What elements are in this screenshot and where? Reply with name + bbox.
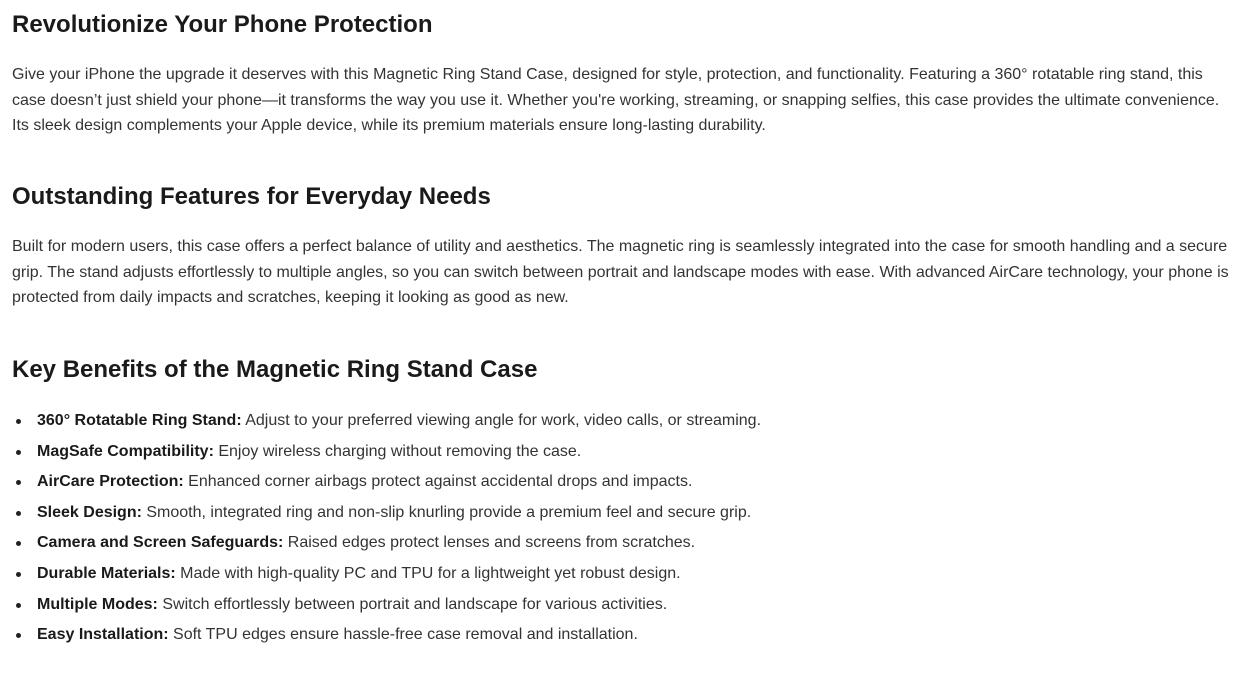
benefit-text: Adjust to your preferred viewing angle for work, video calls, or streaming.: [241, 412, 762, 429]
benefit-text: Enjoy wireless charging without removing the case.: [213, 442, 582, 460]
benefit-label: Sleek Design:: [37, 503, 142, 521]
benefit-text: Smooth, integrated ring and non-slip knurling provide a premium feel and secure grip.: [141, 503, 752, 521]
list-item: [12, 498, 761, 529]
bullet-icon: [16, 572, 21, 577]
benefit-text: Raised edges protect lenses and screens from scratches.: [283, 534, 696, 552]
list-item: [12, 528, 761, 559]
list-item: [12, 406, 761, 437]
list-item: [12, 437, 761, 468]
bullet-icon: [16, 603, 21, 608]
benefit-text: Made with high-quality PC and TPU for a lightweight yet robust design.: [175, 564, 681, 582]
list-item: [12, 559, 761, 590]
bullet-icon: [16, 511, 21, 516]
section-heading-protection: Revolutionize Your Phone Protection: [12, 11, 433, 38]
benefit-label: Camera and Screen Safeguards:: [37, 534, 284, 552]
benefit-label: 360° Rotatable Ring Stand:: [37, 412, 242, 429]
section-paragraph-features: Built for modern users, this case offers a perfect balance of utility and aesthetics. The magnetic ring is seamlessly integrated into the case for smooth handling and a secure grip. The stand adjusts effortlessly to multiple angles, so you can switch between portrait and landscape modes with ease. With advanced AirCare technology, your phone is protected from daily impacts and scratches, keeping it looking as good as new.: [12, 238, 1229, 306]
section-heading-features: Outstanding Features for Everyday Needs: [12, 183, 491, 210]
bullet-icon: [16, 541, 21, 546]
bullet-icon: [16, 450, 21, 455]
benefit-text: Switch effortlessly between portrait and landscape for various activities.: [157, 595, 668, 613]
benefit-label: MagSafe Compatibility:: [37, 442, 214, 460]
benefit-label: Easy Installation:: [37, 626, 169, 644]
bullet-icon: [16, 419, 21, 424]
list-item: [12, 590, 761, 621]
section-heading-benefits: Key Benefits of the Magnetic Ring Stand Case: [12, 356, 538, 383]
benefit-label: Multiple Modes:: [37, 595, 158, 613]
section-paragraph-protection: Give your iPhone the upgrade it deserves with this Magnetic Ring Stand Case, designed for style, protection, and functionality. Featuring a 360° rotatable ring stand, this case doesn’t just shield your phone—it transforms the way you use it. Whether you're working, streaming, or snapping selfies, this case provides the ultimate convenience. Its sleek design complements your Apple device, while its premium materials ensure long-lasting durability.: [12, 66, 1220, 134]
list-item: [12, 620, 761, 651]
benefit-text: Soft TPU edges ensure hassle-free case removal and installation.: [168, 626, 638, 644]
bullet-icon: [16, 480, 21, 485]
benefits-list: [12, 406, 761, 651]
list-item: [12, 467, 761, 498]
benefit-text: Enhanced corner airbags protect against accidental drops and impacts.: [183, 473, 693, 491]
bullet-icon: [16, 633, 21, 638]
benefit-label: AirCare Protection:: [37, 473, 184, 491]
benefit-label: Durable Materials:: [37, 564, 176, 582]
